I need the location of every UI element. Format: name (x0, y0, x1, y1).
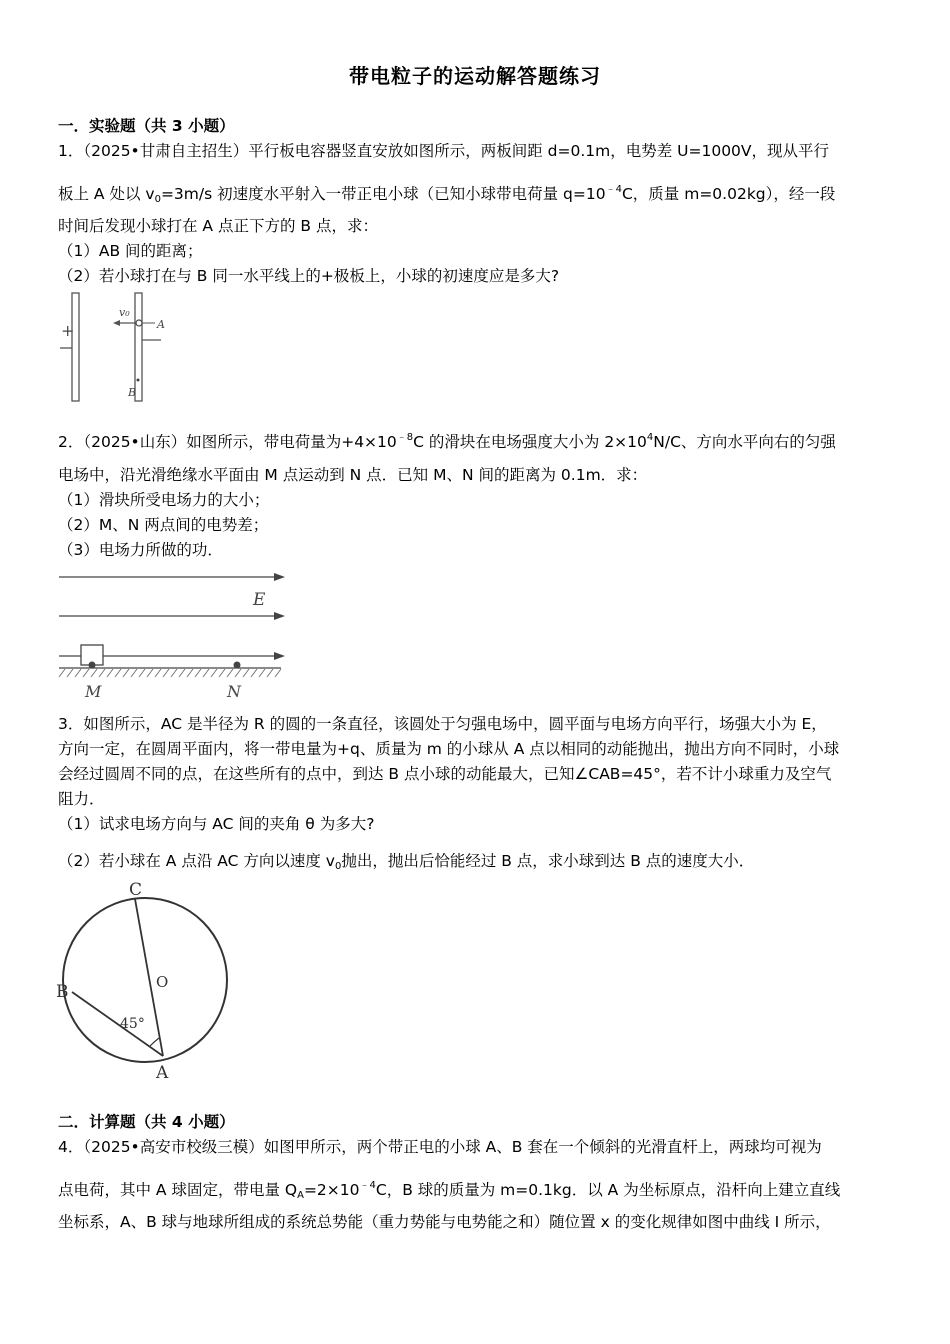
q3-line3: 会经过圆周不同的点，在这些所有的点中，到达 B 点小球的动能最大，已知∠CAB=45°，若不计小球重力及空气 (58, 765, 832, 783)
q2-part2: （2）M、N 两点间的电势差； (58, 516, 269, 534)
ball (136, 320, 142, 326)
point-m-label: M (85, 682, 102, 701)
left-plate (72, 293, 79, 401)
point-b-label: B (128, 386, 137, 399)
q2-part1: （1）滑块所受电场力的大小； (58, 491, 270, 509)
angle-arc (150, 1038, 159, 1046)
q3-figure (50, 880, 240, 1085)
page-title: 带电粒子的运动解答题练习 (349, 64, 601, 88)
point-a-label: A (156, 1063, 169, 1083)
section1-heading: 一．实验题（共 3 小题） (58, 117, 235, 135)
q4-line1: 4．（2025•高安市校级三模）如图甲所示，两个带正电的小球 A、B 套在一个倾斜的光滑直杆上，两球均可视为 (58, 1138, 822, 1156)
angle-label: 45° (120, 1016, 145, 1032)
point-b (137, 379, 140, 382)
q3-part1: （1）试求电场方向与 AC 间的夹角 θ 为多大? (58, 815, 375, 833)
circle (63, 898, 227, 1062)
q1-line1: 1．（2025•甘肃自主招生）平行板电容器竖直安放如图所示，两板间距 d=0.1m，电势差 U=1000V，现从平行 (58, 142, 830, 160)
q3-line2: 方向一定，在圆周平面内，将一带电量为+q、质量为 m 的小球从 A 点以相同的动能抛出，抛出方向不同时，小球 (58, 740, 840, 758)
chord-ab (72, 992, 163, 1056)
q3-line4: 阻力． (58, 790, 105, 808)
q2-part3: （3）电场力所做的功． (58, 541, 223, 559)
q1-line3: 时间后发现小球打在 A 点正下方的 B 点，求： (58, 217, 378, 235)
point-a-label: A (157, 318, 165, 331)
q3-part2: （2）若小球在 A 点沿 AC 方向以速度 $v_0$抛出，抛出后恰能经过 B 点，求小球到达 B 点的速度大小． (58, 852, 755, 872)
right-plate (135, 293, 142, 401)
q1-part2: （2）若小球打在与 B 同一水平线上的+极板上，小球的初速度应是多大? (58, 267, 560, 285)
point-c-label: C (129, 880, 143, 900)
point-n-label: N (227, 682, 241, 701)
q1-line2: 板上 A 处以 $v_0=3m/s$ 初速度水平射入一带正电小球（已知小球带电荷量 $q=10^{﹣4}C$，质量 m=0.02kg），经一段 (58, 184, 836, 205)
v0-label: v₀ (119, 306, 130, 319)
plus-label: + (61, 321, 75, 340)
q4-line3: 坐标系，A、B 球与地球所组成的系统总势能（重力势能与电势能之和）随位置 x 的变化规律如图中曲线 I 所示， (58, 1213, 831, 1231)
q2-line1: 2．（2025•山东）如图所示，带电荷量为$+4\times 10^{﹣8}C$ 的滑块在电场强度大小为 $2\times 10^4N/C$、方向水平向右的匀强 (58, 432, 836, 451)
q4-line2: 点电荷，其中 A 球固定，带电量 $Q_A=2\times 10^{﹣4}C$，B 球的质量为 m=0.1kg．以 A 为坐标原点，沿杆向上建立直线 (58, 1180, 841, 1201)
ground-hatching (59, 669, 281, 677)
q2-figure (55, 565, 295, 705)
point-o-label: O (156, 973, 169, 991)
q1-figure (55, 290, 185, 405)
point-b-label: B (56, 982, 69, 1002)
q2-line2: 电场中，沿光滑绝缘水平面由 M 点运动到 N 点．已知 M、N 间的距离为 0.1m．求： (58, 466, 648, 484)
section2-heading: 二．计算题（共 4 小题） (58, 1113, 235, 1131)
field-e-label: E (253, 590, 266, 610)
q1-part1: （1）AB 间的距离； (58, 242, 203, 260)
q3-line1: 3．如图所示，AC 是半径为 R 的圆的一条直径，该圆处于匀强电场中，圆平面与电场方向平行，场强大小为 E， (58, 715, 827, 733)
